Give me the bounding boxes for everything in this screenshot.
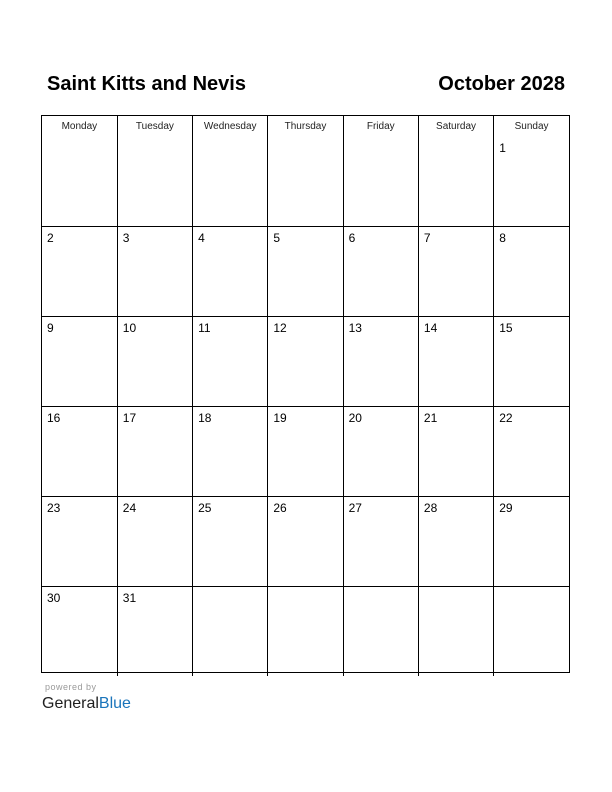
day-number: 13 — [348, 321, 362, 335]
day-cell — [494, 407, 569, 497]
day-cell — [343, 227, 418, 317]
day-number — [193, 587, 267, 591]
day-number: 8 — [499, 231, 506, 245]
day-number: 5 — [273, 231, 281, 245]
day-number — [419, 587, 493, 591]
brand-general-text: General — [42, 695, 99, 712]
day-cell — [117, 317, 192, 407]
day-cell — [343, 407, 418, 497]
day-number: 20 — [348, 411, 362, 425]
day-number: 19 — [273, 411, 287, 425]
weekday-header-row — [42, 116, 569, 137]
day-number: 21 — [423, 411, 438, 425]
day-number: 2 — [47, 231, 54, 245]
month-year-title: October 2028 — [438, 73, 565, 95]
day-number — [419, 137, 493, 141]
day-cell — [268, 317, 343, 407]
week-row-3 — [42, 317, 569, 407]
day-number: 4 — [198, 231, 205, 245]
day-number: 22 — [499, 411, 513, 425]
day-cell — [193, 317, 268, 407]
day-cell — [117, 227, 192, 317]
day-cell — [418, 497, 493, 587]
day-number — [268, 587, 342, 591]
day-cell — [42, 227, 117, 317]
day-number — [118, 137, 192, 141]
day-cell — [42, 497, 117, 587]
day-cell — [193, 137, 268, 227]
week-row-6 — [42, 587, 569, 677]
day-number: 30 — [47, 591, 61, 605]
day-cell — [193, 227, 268, 317]
day-cell — [418, 317, 493, 407]
day-number: 1 — [499, 141, 506, 155]
weekday-header-tuesday: Tuesday — [117, 116, 192, 137]
day-cell — [494, 137, 569, 227]
day-number: 16 — [47, 411, 61, 425]
day-cell — [42, 137, 117, 227]
day-cell — [117, 137, 192, 227]
week-row-5 — [42, 497, 569, 587]
day-number: 3 — [122, 231, 130, 245]
day-number: 17 — [122, 411, 137, 425]
weekday-header-saturday: Saturday — [418, 116, 493, 137]
day-cell — [494, 497, 569, 587]
brand-blue-text: Blue — [98, 695, 131, 712]
weekday-header-sunday: Sunday — [494, 116, 569, 137]
day-cell — [193, 497, 268, 587]
day-cell — [494, 227, 569, 317]
day-number — [344, 137, 418, 141]
day-number: 29 — [499, 501, 513, 515]
day-cell — [418, 227, 493, 317]
day-cell — [117, 587, 192, 677]
day-cell — [494, 317, 569, 407]
day-number: 24 — [122, 501, 137, 515]
day-cell — [193, 587, 268, 677]
day-cell — [268, 587, 343, 677]
weekday-header-wednesday: Wednesday — [193, 116, 268, 137]
day-number — [344, 587, 418, 591]
day-cell — [42, 587, 117, 677]
day-number: 27 — [348, 501, 362, 515]
day-number: 9 — [47, 321, 54, 335]
day-cell — [418, 587, 493, 677]
day-cell — [343, 137, 418, 227]
day-number: 23 — [47, 501, 61, 515]
week-row-1 — [42, 137, 569, 227]
day-cell — [268, 497, 343, 587]
day-cell — [193, 407, 268, 497]
day-number: 18 — [198, 411, 212, 425]
day-cell — [268, 407, 343, 497]
day-number: 10 — [122, 321, 137, 335]
day-number — [494, 587, 569, 591]
day-cell — [117, 497, 192, 587]
day-cell — [42, 407, 117, 497]
calendar-table — [42, 116, 569, 676]
day-number: 15 — [499, 321, 513, 335]
day-number: 31 — [122, 591, 137, 605]
weekday-header-monday: Monday — [42, 116, 117, 137]
calendar-grid — [41, 115, 570, 673]
day-number: 26 — [273, 501, 287, 515]
day-cell — [418, 137, 493, 227]
weekday-header-thursday: Thursday — [268, 116, 343, 137]
weekday-header-friday: Friday — [343, 116, 418, 137]
day-cell — [117, 407, 192, 497]
day-number — [268, 137, 342, 141]
country-title: Saint Kitts and Nevis — [47, 73, 246, 95]
day-number: 14 — [423, 321, 438, 335]
powered-by-label: powered by — [45, 682, 97, 692]
day-number: 25 — [198, 501, 212, 515]
generalblue-logo[interactable] — [42, 694, 131, 714]
day-number: 6 — [348, 231, 356, 245]
week-row-4 — [42, 407, 569, 497]
day-cell — [494, 587, 569, 677]
day-cell — [343, 497, 418, 587]
day-number: 12 — [273, 321, 287, 335]
day-number: 7 — [423, 231, 431, 245]
day-number: 28 — [423, 501, 438, 515]
day-cell — [343, 317, 418, 407]
day-cell — [268, 227, 343, 317]
day-cell — [418, 407, 493, 497]
day-cell — [42, 317, 117, 407]
day-number — [193, 137, 267, 141]
day-cell — [343, 587, 418, 677]
week-row-2 — [42, 227, 569, 317]
day-number: 11 — [198, 321, 211, 335]
day-number — [42, 137, 117, 141]
day-cell — [268, 137, 343, 227]
